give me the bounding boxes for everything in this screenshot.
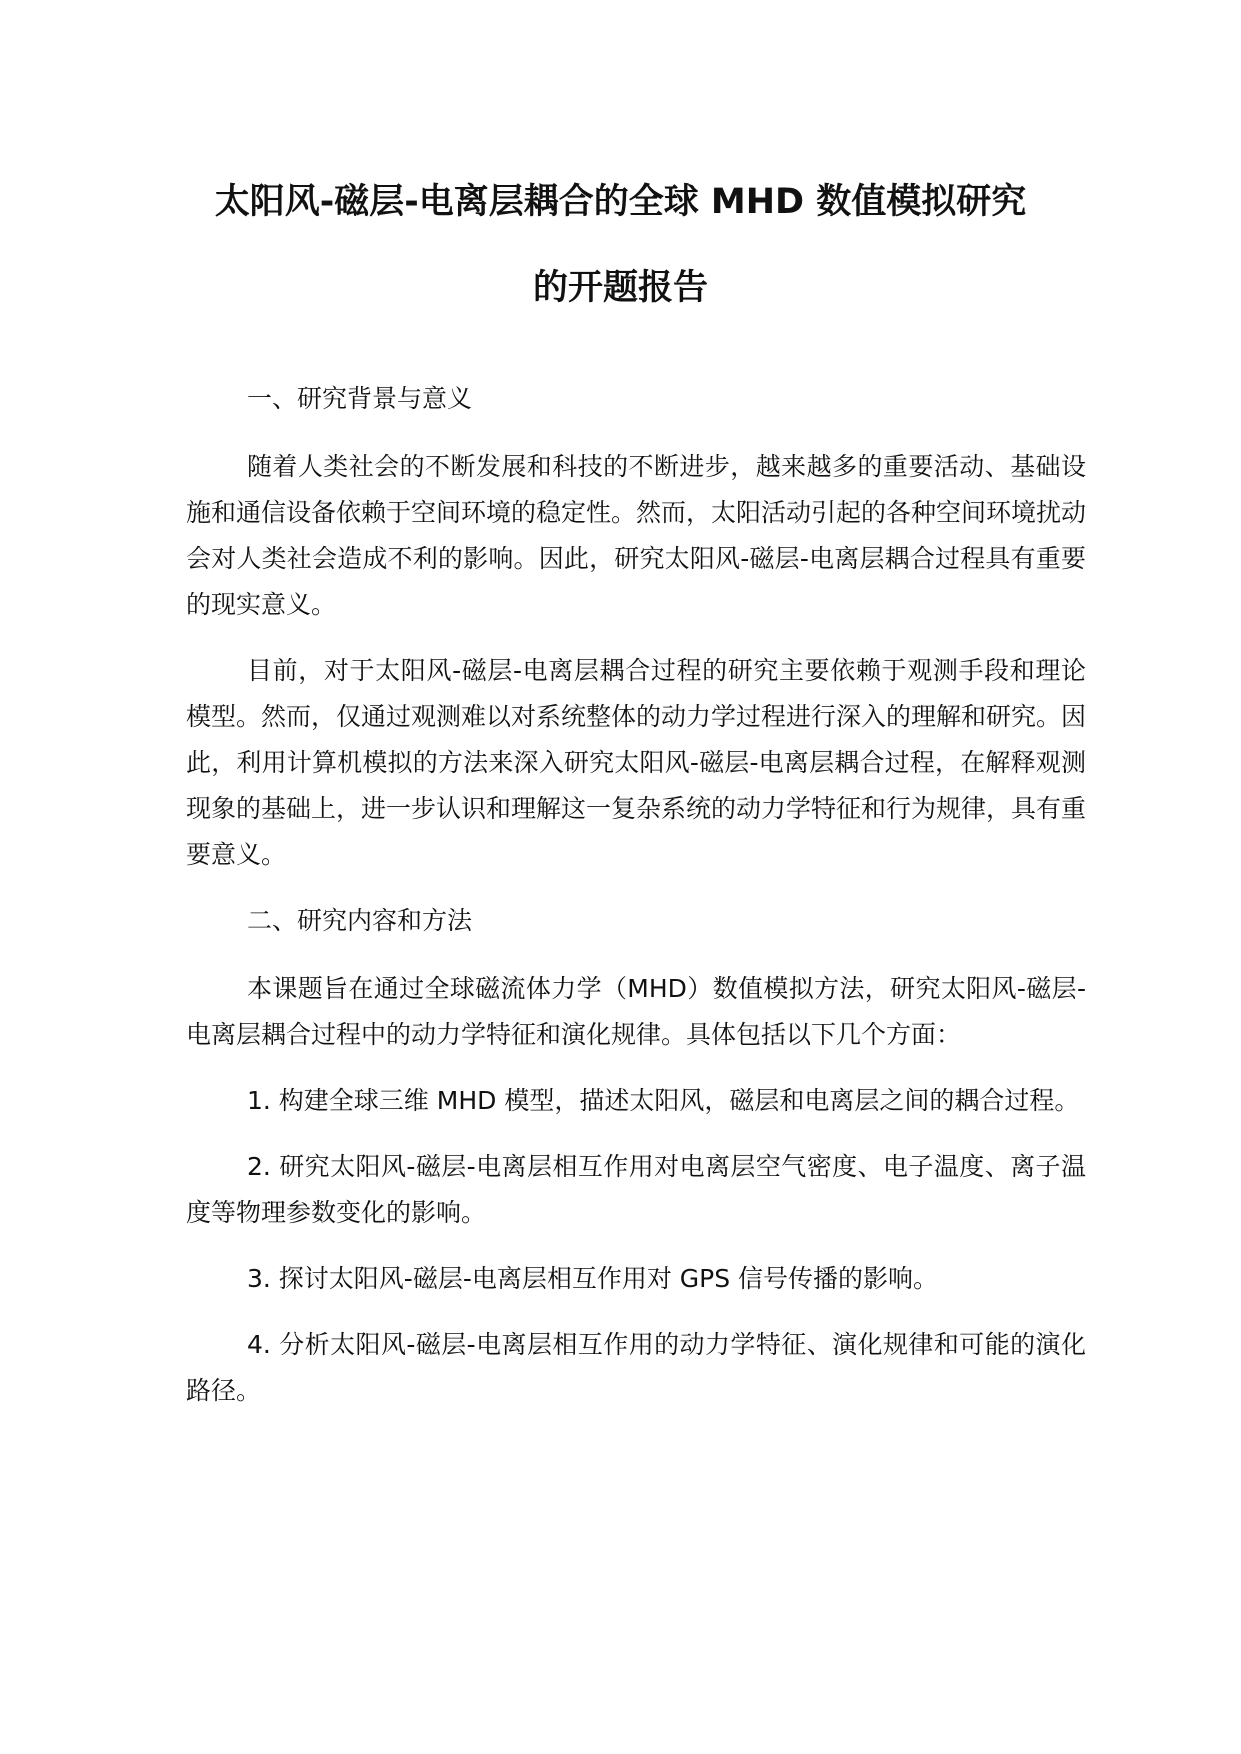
list-item-1: 1. 构建全球三维 MHD 模型，描述太阳风，磁层和电离层之间的耦合过程。: [247, 1086, 1080, 1115]
document-body: [186, 376, 1086, 1434]
document-title-line-2: 的开题报告: [532, 268, 708, 308]
document-title-line-1: 太阳风-磁层-电离层耦合的全球 MHD 数值模拟研究: [214, 182, 1027, 222]
section-heading-background: 一、研究背景与意义: [247, 384, 473, 413]
list-item-3: 3. 探讨太阳风-磁层-电离层相互作用对 GPS 信号传播的影响。: [247, 1264, 939, 1293]
list-item-4: 4. 分析太阳风-磁层-电离层相互作用的动力学特征、演化规律和可能的演化路径。: [186, 1330, 1086, 1405]
paragraph-content-intro: 本课题旨在通过全球磁流体力学（MHD）数值模拟方法，研究太阳风-磁层-电离层耦合过程中的动力学特征和演化规律。具体包括以下几个方面：: [186, 974, 1086, 1049]
paragraph-background-1: 随着人类社会的不断发展和科技的不断进步，越来越多的重要活动、基础设施和通信设备依赖于空间环境的稳定性。然而，太阳活动引起的各种空间环境扰动会对人类社会造成不利的影响。因此，研究太阳风-磁层-电离层耦合过程具有重要的现实意义。: [186, 452, 1087, 619]
list-item-2: 2. 研究太阳风-磁层-电离层相互作用对电离层空气密度、电子温度、离子温度等物理参数变化的影响。: [186, 1152, 1086, 1227]
section-heading-content-methods: 二、研究内容和方法: [247, 906, 473, 935]
paragraph-background-2: 目前，对于太阳风-磁层-电离层耦合过程的研究主要依赖于观测手段和理论模型。然而，仅通过观测难以对系统整体的动力学过程进行深入的理解和研究。因此，利用计算机模拟的方法来深入研究太阳风-磁层-电离层耦合过程，在解释观测现象的基础上，进一步认识和理解这一复杂系统的动力学特征和行为规律，具有重要意义。: [186, 656, 1087, 869]
